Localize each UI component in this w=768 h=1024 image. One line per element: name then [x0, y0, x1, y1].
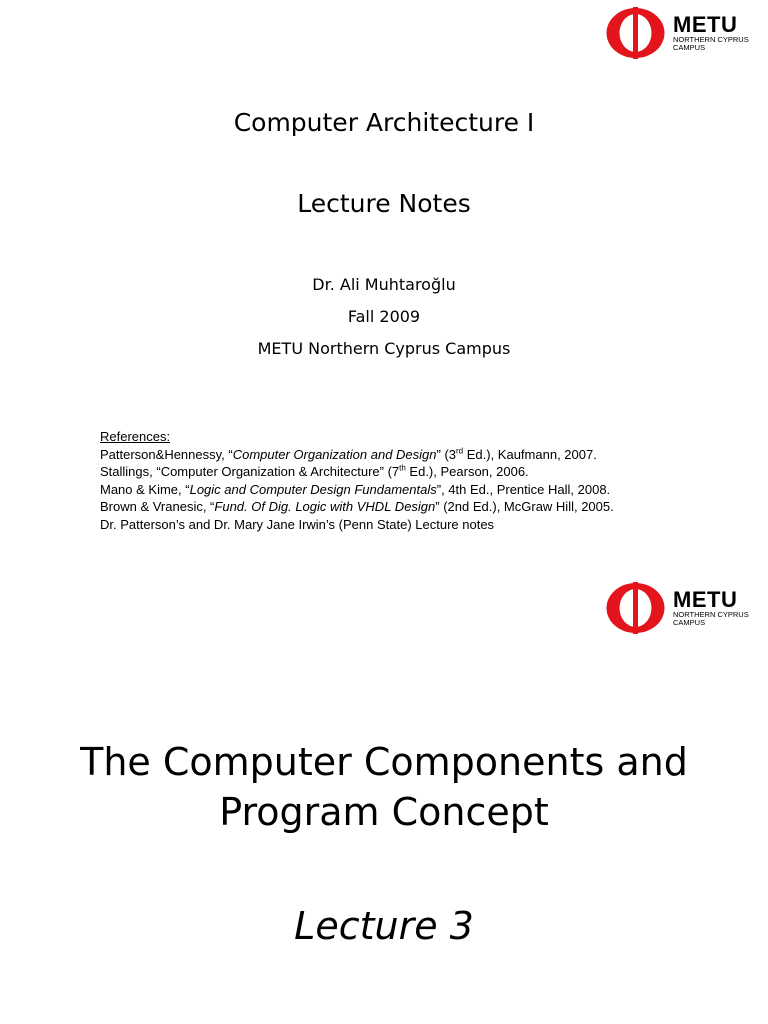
lecture-title-line-1: The Computer Components and	[80, 740, 688, 784]
author-name: Dr. Ali Muhtaroğlu	[312, 275, 456, 294]
logo-name: METU	[673, 12, 738, 37]
logo-subtitle-line-2: CAMPUS	[673, 43, 706, 52]
logo-subtitle-line-1: NORTHERN CYPRUS	[673, 610, 749, 619]
metu-logo-text	[673, 589, 749, 627]
lecture-title	[0, 737, 768, 837]
reference-item: Brown & Vranesic, “Fund. Of Dig. Logic with VHDL Design” (2nd Ed.), McGraw Hill, 2005.	[100, 499, 614, 514]
metu-logo	[604, 581, 749, 635]
logo-subtitle-line-2: CAMPUS	[673, 618, 706, 627]
lecture-number: Lecture 3	[294, 904, 474, 948]
metu-logo-icon	[604, 6, 667, 60]
reference-item: Dr. Patterson’s and Dr. Mary Jane Irwin’s (Penn State) Lecture notes	[100, 516, 495, 532]
term: Fall 2009	[347, 307, 421, 326]
reference-item: Mano & Kime, “Logic and Computer Design Fundamentals”, 4th Ed., Prentice Hall, 2008.	[100, 481, 611, 497]
reference-item: Stallings, “Computer Organization & Architecture” (7th Ed.), Pearson, 2006.	[100, 463, 529, 479]
logo-name: METU	[673, 587, 738, 612]
institution: METU Northern Cyprus Campus	[257, 339, 511, 358]
lecture-notes-subtitle: Lecture Notes	[297, 189, 471, 218]
lecture-title-line-2: Program Concept	[219, 790, 549, 834]
course-title: Computer Architecture I	[233, 108, 535, 137]
logo-subtitle-line-1: NORTHERN CYPRUS	[673, 35, 749, 44]
reference-item: Patterson&Hennessy, “Computer Organization and Design” (3rd Ed.), Kaufmann, 2007.	[100, 446, 597, 462]
references-heading: References:	[100, 429, 171, 444]
slide-lecture-title	[0, 566, 768, 1024]
metu-logo	[604, 6, 749, 60]
metu-logo-text	[673, 14, 749, 52]
references-block	[100, 428, 614, 533]
metu-logo-icon	[604, 581, 667, 635]
